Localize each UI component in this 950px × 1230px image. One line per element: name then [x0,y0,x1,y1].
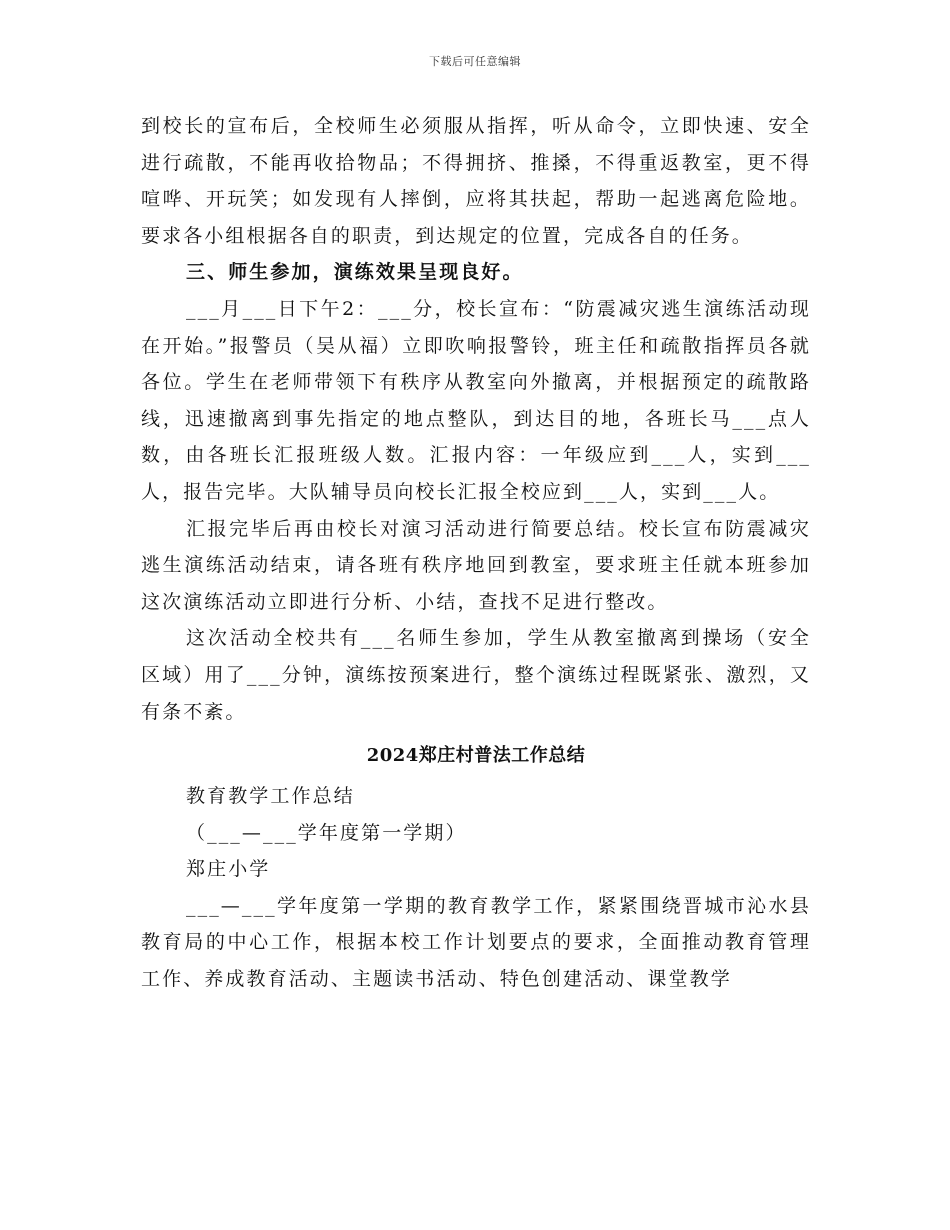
paragraph-teaching-summary: ___—___学年度第一学期的教育教学工作，紧紧围绕晋城市沁水县教育局的中心工作，根据本校工作计划要点的要求，全面推动教育管理工作、养成教育活动、主题读书活动、特色创建活动、课堂教学 [141,894,811,991]
term-line: （___—___学年度第一学期） [186,821,467,844]
page-header-note: 下载后可任意编辑 [429,55,521,68]
paragraph-drill-process: ___月___日下午2：___分，校长宣布：“防震减灾逃生演练活动现在开始。”报警员（吴从福）立即吹响报警铃，班主任和疏散指挥员各就各位。学生在老师带领下有秩序从教室向外撤离，并根据预定的疏散路线，迅速撤离到事先指定的地点整队，到达目的地，各班长马___点人数，由各班长汇报班级人数。汇报内容：一年级应到___人，实到___人，报告完毕。大队辅导员向校长汇报全校应到___人，实到___人。 [141,297,811,503]
section-heading-3: 三、师生参加，演练效果呈现良好。 [186,261,524,284]
paragraph-drill-result: 这次活动全校共有___名师生参加，学生从教室撤离到操场（安全区域）用了___分钟，演练按预案进行，整个演练过程既紧张、激烈，又有条不紊。 [141,627,811,723]
school-name: 郑庄小学 [186,858,271,881]
document-title: 2024郑庄村普法工作总结 [366,745,586,767]
paragraph-evacuation-rules: 到校长的宣布后，全校师生必须服从指挥，听从命令，立即快速、安全进行疏散，不能再收拾物品；不得拥挤、推搡，不得重返教室，更不得喧哗、开玩笑；如发现有人摔倒，应将其扶起，帮助一起逃离危险地。要求各小组根据各自的职责，到达规定的位置，完成各自的任务。 [141,115,811,247]
paragraph-drill-summary: 汇报完毕后再由校长对演习活动进行简要总结。校长宣布防震减灾逃生演练活动结束，请各班有秩序地回到教室，要求班主任就本班参加这次演练活动立即进行分析、小结，查找不足进行整改。 [141,517,811,613]
document-body [141,108,811,998]
subtitle-line: 教育教学工作总结 [186,785,355,808]
